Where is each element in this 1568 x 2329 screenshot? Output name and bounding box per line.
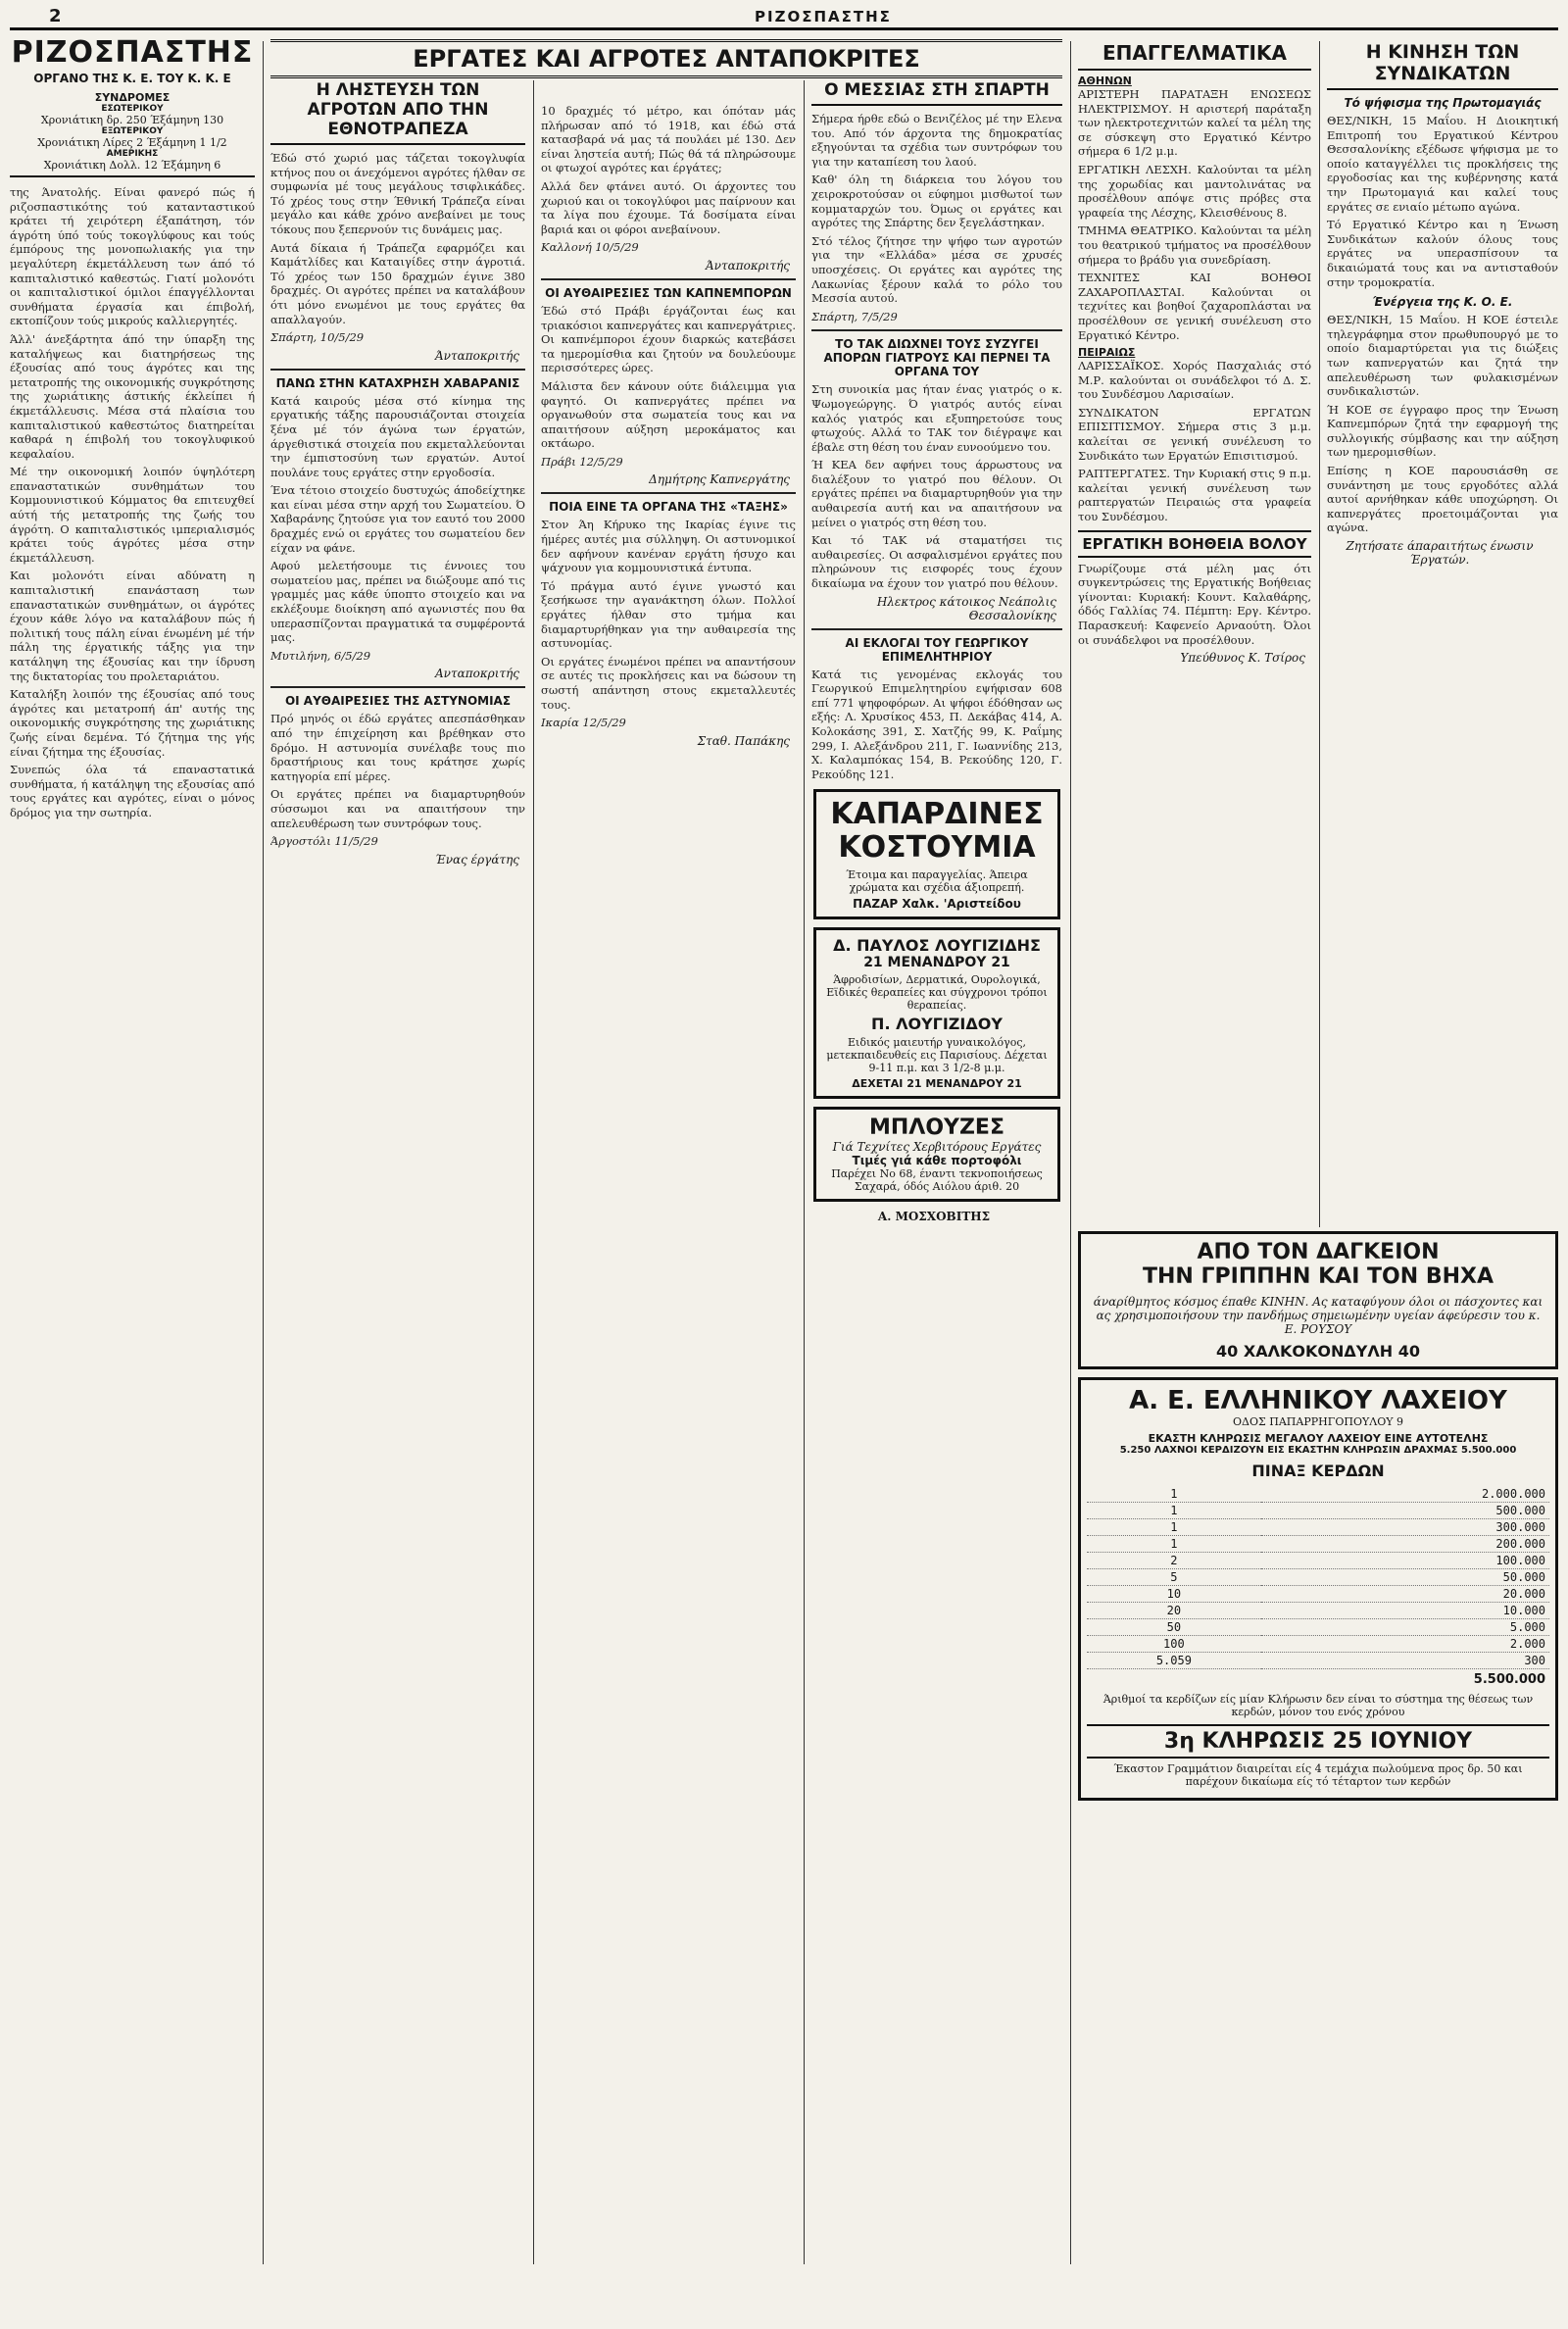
ad-overcoats xyxy=(813,789,1060,919)
headline-professional: ΕΠΑΓΓΕΛΜΑΤΙΚΑ xyxy=(1078,41,1311,71)
divider xyxy=(811,628,1062,630)
subscription-america-price: Χρονιάτικη Δολλ. 12 Έξάμηνη 6 xyxy=(43,159,221,172)
paragraph: ΤΜΗΜΑ ΘΕΑΤΡΙΚΟ. Καλούνται τα μέλη του θεατρικού τμήματος να προσέλθουν σήμερα το βράδυ για συνεδρίαση. xyxy=(1078,223,1311,267)
prize-row xyxy=(1087,1653,1549,1669)
dateline: Καλλονή 10/5/29 xyxy=(541,240,639,255)
dateline: Σπάρτη, 10/5/29 xyxy=(270,330,365,345)
prize-row xyxy=(1087,1603,1549,1619)
ad-overcoats-text: Έτοιμα και παραγγελίας. Άπειρα χρώματα και σχέδια άξιοπρεπή. xyxy=(846,868,1028,895)
divider xyxy=(541,278,796,280)
prize-qty: 10 xyxy=(1087,1586,1261,1603)
ad-lottery-note: Άριθμοί τα κερδίζων είς μίαν Κλήρωσιν δεν είναι το σύστημα της θέσεως των κερδών, μόνον του ενός χρόνου xyxy=(1102,1693,1534,1718)
prize-qty: 20 xyxy=(1087,1603,1261,1619)
ad-doctor-text: Άφροδισίων, Δερματικά, Ουρολογικά, Εϊδικές θεραπείες και σύγχρονοι τρόποι θεραπείας. xyxy=(826,973,1048,1013)
prize-amount: 300.000 xyxy=(1261,1519,1549,1536)
ad-blouses-line2: Τιμές γιά κάθε πορτοφόλι xyxy=(852,1154,1022,1168)
ad-lottery-address: ΟΔΟΣ ΠΑΠΑΡΡΗΓΟΠΟΥΛΟΥ 9 xyxy=(1233,1415,1403,1428)
column-6 xyxy=(1327,41,1558,1217)
paragraph: ΕΡΓΑΤΙΚΗ ΛΕΣΧΗ. Καλούνται τα μέλη της χορωδίας και μαντολινάτας να προσέλθουν απόψε στις πρόβες στα γραφεία της Λέσχης, Κλεισθένους 8. xyxy=(1078,162,1311,220)
ad-doctor-name: Δ. ΠΑΥΛΟΣ ΛΟΥΓΙΖΙΔΗΣ xyxy=(833,936,1041,956)
article-heading: ΟΙ ΑΥΘΑΙΡΕΣΙΕΣ ΤΗΣ ΑΣΤΥΝΟΜΙΑΣ xyxy=(284,694,512,709)
dateline: Άργοστόλι 11/5/29 xyxy=(270,834,378,849)
paragraph: Σήμερα ήρθε εδώ ο Βενιζέλος μέ την Ελενα του. Από τόν άρχοντα της δημοκρατίας εξηγούνται τα σχέδια των συντρόφων του για την καταπίεση του λαού. xyxy=(811,112,1062,169)
column-divider xyxy=(1319,41,1320,1227)
paragraph: Στό τέλος ζήτησε την ψήφο των αγροτών για την «Ελλάδα» μέσα σε χρυσές υποσχέσεις. Οι εργάτες και αγρότες της Λακωνίας ξέρουν καλά το ρόλο του Μεσσία αυτού. xyxy=(811,233,1062,306)
prize-row xyxy=(1087,1536,1549,1553)
ad-blouses-line1: Γιά Τεχνίτες Χερβιτόρους Εργάτες xyxy=(832,1140,1042,1155)
prize-amount: 5.000 xyxy=(1261,1619,1549,1636)
prize-amount: 10.000 xyxy=(1261,1603,1549,1619)
headline-ethnotrapeza: Η ΛΗΣΤΕΥΣΗ ΤΩΝ ΑΓΡΟΤΩΝ ΑΠΟ ΤΗΝ ΕΘΝΟΤΡΑΠΕΖΑ xyxy=(270,80,525,145)
top-bar xyxy=(10,6,1558,30)
paragraph: Στον Άη Κήρυκο της Ικαρίας έγινε τις ήμέρες αυτές μια σύλληψη. Οι αστυνομικοί δεν αφήνουν κανέναν εργάτη ήσυχο και ψάχνουν για κομμουνιστικά έντυπα. xyxy=(541,518,796,575)
masthead xyxy=(10,35,255,177)
prize-qty: 100 xyxy=(1087,1636,1261,1653)
prize-row xyxy=(1087,1553,1549,1569)
signature: Δημήτρης Καπνεργάτης xyxy=(649,472,790,487)
prize-qty: 5 xyxy=(1087,1569,1261,1586)
prize-qty: 50 xyxy=(1087,1619,1261,1636)
dateline: Μυτιλήνη, 6/5/29 xyxy=(270,648,371,663)
ad-signature: Α. ΜΟΣΧΟΒΙΤΗΣ xyxy=(877,1210,991,1224)
column-4 xyxy=(811,80,1062,2305)
ad-lottery-prizes-title: ΠΙΝΑΞ ΚΕΡΔΩΝ xyxy=(1251,1462,1385,1480)
prize-row xyxy=(1087,1619,1549,1636)
paragraph: Κατά τις γενομένας εκλογάς του Γεωργικού Επιμελητηρίου εψήφισαν 608 επί 771 ψηφοφόρων. Αι ψήφοι έδόθησαν ως εξής: Λ. Χρυσίκος 453, Π. Δεκάβας 414, Α. Κολοκάσης 391, Σ. Χατζής 99, Κ. Ραΐμης 299, Ι. Αλεξάνδρου 211, Γ. Ιωαννίδης 213, Χ. Καλαμπόκας 154, Β. Ρεκούδης 120, Γ. Ρεκούδης 121. xyxy=(811,667,1062,781)
paragraph: Άλλ' άνεξάρτητα άπό την ύπαρξη της καταλήψεως και διατηρήσεως της έξουσίας από τους άγρότες και της μετατροπής της οικονομικής συγκρότησης της χωριάτικης άστικής έκλείπει ή έκμετάλλευσις. Μέσα στά πλαίσια του καπιταλιστικού καθεστώτος διατηρείται καθαρά η έπιβολή του τοκογλυφικού κεφαλαίου. xyxy=(10,331,255,461)
paragraph: Ή ΚΟΕ σε έγγραφο προς την Ένωση Καπνεμπόρων ζητά την εφαρμογή της συλλογικής σύμβασης και την αύξηση των ημερομισθίων. xyxy=(1327,402,1558,460)
ad-blouses-line3: Παρέχει Νο 68, έναντι τεκνοποιήσεως Σαχαρά, όδός Αιόλου άριθ. 20 xyxy=(831,1167,1043,1194)
signature: Σταθ. Παπάκης xyxy=(697,733,790,748)
paragraph: ΤΕΧΝΙΤΕΣ ΚΑΙ ΒΟΗΘΟΙ ΖΑΧΑΡΟΠΛΑΣΤΑΙ. Καλούνται οι τεχνίτες και βοηθοί ζαχαροπλάσται να προσέλθουν σε γενική συνέλευση στο Εργατικό Κέντρο. xyxy=(1078,271,1311,342)
paragraph: Επίσης η ΚΟΕ παρουσιάσθη σε συνάντηση με τους εργοδότες αλλά αυτοί αρνήθηκαν κάθε υποχώρηση. Οι καπνεργάτες προετοιμάζονται για αγώνα. xyxy=(1327,464,1558,535)
article-heading: ΤΟ ΤΑΚ ΔΙΩΧΝΕΙ ΤΟΥΣ ΣΥΖΥΓΕΙ ΑΠΟΡΩΝ ΓΙΑΤΡΟΥΣ ΚΑΙ ΠΕΡΝΕΙ ΤΑ ΟΡΓΑΝΑ ΤΟΥ xyxy=(823,337,1051,379)
ad-doctor-name-2: Π. ΛΟΥΓΙΖΙΔΟΥ xyxy=(871,1015,1003,1034)
prize-table xyxy=(1087,1486,1549,1669)
ad-grippe-line2: ΤΗΝ ΓΡΙΠΠΗΝ ΚΑΙ ΤΟΝ ΒΗΧΑ xyxy=(1143,1264,1494,1289)
prize-row xyxy=(1087,1519,1549,1536)
divider xyxy=(270,369,525,371)
prize-row xyxy=(1087,1486,1549,1503)
subscriptions-title: ΣΥΝΔΡΟΜΕΣ xyxy=(94,91,171,104)
banner-title: ΕΡΓΑΤΕΣ ΚΑΙ ΑΓΡΟΤΕΣ ΑΝΤΑΠΟΚΡΙΤΕΣ xyxy=(413,45,920,73)
dateline: Σπάρτη, 7/5/29 xyxy=(811,309,898,323)
column-divider xyxy=(804,80,805,2264)
subscription-exterior-label: ΕΞΩΤΕΡΙΚΟΥ xyxy=(101,126,164,136)
signature: Ζητήσατε άπαραιτήτως ένωσιν Έργατών. xyxy=(1346,539,1534,568)
ad-blouses-title: ΜΠΛΟΥΖΕΣ xyxy=(869,1115,1004,1141)
running-title: ΡΙΖΟΣΠΑΣΤΗΣ xyxy=(755,8,892,25)
volos-box-title: ΕΡΓΑΤΙΚΗ ΒΟΗΘΕΙΑ ΒΟΛΟΥ xyxy=(1078,530,1311,558)
paragraph: Ή ΚΕΑ δεν αφήνει τους άρρωστους να διαλέξουν το γιατρό που θέλουν. Οι εργάτες πρέπει να διαμαρτυρηθούν για την αυθαιρεσία αυτή και να απαιτήσουν να μείνει ο γιατρός στη θέση του. xyxy=(811,458,1062,529)
ad-lottery-title: Α. Ε. ΕΛΛΗΝΙΚΟΥ ΛΑΧΕΙΟΥ xyxy=(1129,1386,1507,1415)
paragraph: Μάλιστα δεν κάνουν ούτε διάλειμμα για φαγητό. Οι καπνεργάτες πρέπει να οργανωθούν στα σωματεία τους και να απαιτήσουν αύξηση μεροκάματος και οκτάωρο. xyxy=(541,378,796,451)
ad-grippe-line1: ΑΠΟ ΤΟΝ ΔΑΓΚΕΙΟΝ xyxy=(1197,1240,1440,1264)
ad-blouses xyxy=(813,1107,1060,1202)
prize-amount: 300 xyxy=(1261,1653,1549,1669)
prize-row xyxy=(1087,1503,1549,1519)
ads-area xyxy=(1078,1231,1558,2264)
signature: Ηλεκτρος κάτοικος Νεάπολις Θεσσαλονίκης xyxy=(876,594,1056,622)
paragraph: Έδώ στό Πράβι έργάζονται έως και τριακόσιοι καπνεργάτες και καπνεργάτριες. Οι καπνέμποροι έχουν διαρκώς κατεβάσει τα ημερομίσθια και ζητούν να δουλεύουμε περισσότερες ώρες. xyxy=(541,303,796,375)
column-3 xyxy=(541,104,796,2329)
prize-amount: 500.000 xyxy=(1261,1503,1549,1519)
paragraph: Κατά καιρούς μέσα στό κίνημα της εργατικής τάξης παρουσιάζονται στοιχεία ξένα μέ τόν άγώνα των έργατών, άργεθιστικά στοιχεία που εκμεταλλεύονται την έμπιστοσύνη των εργατών. Αυτοί πουλάνε τους εργάτες στην εργοδοσία. xyxy=(270,393,525,479)
paragraph: Καταλήξη λοιπόν της έξουσίας από τους άγρότες και μετατροπή άπ' αυτής της οικονομικής συγκρότησης της χωριάτικης ζωής είναι δεμένα. Τό ζήτημα της γής είναι ζήτημα της έξουσίας. xyxy=(10,687,255,759)
ad-doctor-text-2: Ειδικός μαιευτήρ γυναικολόγος, μετεκπαιδευθείς εις Παρισίους. Δέχεται 9-11 π.μ. και 3 1/2-8 μ.μ. xyxy=(826,1036,1048,1075)
article-heading: ΠΟΙΑ ΕΙΝΕ ΤΑ ΟΡΓΑΝΑ ΤΗΣ «ΤΑΞΗΣ» xyxy=(549,500,788,515)
paragraph: ΑΡΙΣΤΕΡΗ ΠΑΡΑΤΑΞΗ ΕΝΩΣΕΩΣ ΗΛΕΚΤΡΙΣΜΟΥ. Η αριστερή παράταξη των ηλεκτροτεχνιτών καλεί τα μέλη της σε σύσκεψη στο Εργατικό Κέντρο σήμερα 6 1/2 μ.μ. xyxy=(1078,87,1311,159)
headline-messias: Ο ΜΕΣΣΙΑΣ ΣΤΗ ΣΠΑΡΤΗ xyxy=(811,80,1062,106)
paragraph: Γνωρίζουμε στά μέλη μας ότι συγκεντρώσεις της Εργατικής Βοήθειας γίνονται: Κυριακή: Κουντ. Καλαθάρης, όδός Γαλλίας 74. Πέμπτη: Εργ. Κέντρο. Παρασκευή: Καφενείο Αρναούτη. Όλοι οι συνάδελφοι να προσέλθουν. xyxy=(1078,561,1311,647)
paragraph: Οι εργάτες ένωμένοι πρέπει να απαντήσουν σε αυτές τις προκλήσεις και να δώσουν τη σωστή απάντηση στους εκμεταλλευτές τους. xyxy=(541,654,796,712)
prize-row xyxy=(1087,1569,1549,1586)
paragraph: ΛΑΡΙΣΣΑΪΚΟΣ. Χορός Πασχαλιάς στό Μ.Ρ. καλούνται οι συνάδελφοι τό Δ. Σ. του Συνδέσμου Λαρισαίων. xyxy=(1078,359,1311,402)
ad-lottery-draw-note: Έκαστον Γραμμάτιον διαιρείται είς 4 τεμάχια πωλούμενα προς δρ. 50 και παρέχουν δικαίωμα είς τό τέταρτον των κερδών xyxy=(1113,1762,1523,1788)
prize-qty: 2 xyxy=(1087,1553,1261,1569)
ad-lottery-draw-date: 3η ΚΛΗΡΩΣΙΣ 25 ΙΟΥΝΙΟΥ xyxy=(1087,1724,1549,1759)
paragraph: ΣΥΝΔΙΚΑΤΟΝ ΕΡΓΑΤΩΝ ΕΠΙΣΙΤΙΣΜΟΥ. Σήμερα στις 3 μ.μ. καλείται σε γενική συνέλευση το Συνδικάτο των Εργατών Επισιτισμού. xyxy=(1078,405,1311,463)
ad-grippe xyxy=(1078,1231,1558,1369)
signature: Υπεύθυνος Κ. Τσίρος xyxy=(1180,651,1305,666)
dateline: Πράβι 12/5/29 xyxy=(541,454,623,469)
prize-amount: 200.000 xyxy=(1261,1536,1549,1553)
article-heading: Τό ψήφισμα της Πρωτομαγιάς xyxy=(1344,96,1542,110)
paragraph: Στη συνοικία μας ήταν ένας γιατρός ο κ. Ψωμογεώργης. Ό γιατρός αυτός είναι καλός γιατρός και εξυπηρετούσε τους φτωχούς. Αλλά το ΤΑΚ τον διέγραψε και έβαλε στη θέση του έναν ευνοούμενο του. xyxy=(811,382,1062,454)
ad-overcoats-title: ΚΑΠΑΡΔΙΝΕΣ ΚΟΣΤΟΥΜΙΑ xyxy=(830,797,1044,866)
prize-amount: 100.000 xyxy=(1261,1553,1549,1569)
prize-amount: 2.000 xyxy=(1261,1636,1549,1653)
paragraph: Οι εργάτες πρέπει να διαμαρτυρηθούν σύσσωμοι και να απαιτήσουν την απελευθέρωση των συντρόφων τους. xyxy=(270,787,525,830)
prize-total: 5.500.000 xyxy=(1473,1672,1545,1687)
ad-doctor xyxy=(813,927,1060,1099)
paragraph: Έδώ στό χωριό μας τάζεται τοκογλυφία κτήνος που οι άνεχόμενοι αγρότες ήλθαν σε συμφωνία μέ τους μεγάλους τσιφλικάδες. Τό χρέος τους στην Έθνική Τράπεζα είναι μεγάλο και κάθε χρόνο ανεβαίνει με τους τόκους που ξεπερνούν τις δυνάμεις μας. xyxy=(270,151,525,236)
prize-row xyxy=(1087,1636,1549,1653)
divider xyxy=(811,329,1062,331)
column-1-article xyxy=(10,185,255,820)
ad-lottery-line2: 5.250 ΛΑΧΝΟΙ ΚΕΡΔΙΖΟΥΝ ΕΙΣ ΕΚΑΣΤΗΝ ΚΛΗΡΩΣΙΝ ΔΡΑΧΜΑΣ 5.500.000 xyxy=(1119,1445,1517,1456)
section-piraeus: ΠΕΙΡΑΙΩΣ xyxy=(1078,346,1136,360)
prize-qty: 1 xyxy=(1087,1536,1261,1553)
signature: Άνταποκριτής xyxy=(435,348,519,363)
paragraph: ΡΑΠΤΕΡΓΑΤΕΣ. Την Κυριακή στις 9 π.μ. καλείται γενική συνέλευση των ραπτεργατών Πειραιώς στα γραφεία του Συνδέσμου. xyxy=(1078,467,1311,524)
subscription-exterior-price: Χρονιάτικη Λίρες 2 Έξάμηνη 1 1/2 xyxy=(37,136,227,149)
paragraph: Αφού μελετήσουμε τις έννοιες του σωματείου μας, πρέπει να διώξουμε από τις γραμμές μας κάθε ύποπτο στοιχείο και να εκλέξουμε διοίκηση από αγωνιστές που θα υπερασπίζονται πραγματικά τα συμφέροντά μας. xyxy=(270,559,525,645)
paragraph: ΘΕΣ/ΝΙΚΗ, 15 Μαΐου. Η Διοικητική Επιτροπή του Εργατικού Κέντρου Θεσσαλονίκης εξέδωσε ψήφισμα με το οποίο καταγγέλλει τις προκλήσεις της εργοδοσίας και της κυβέρνησης κατά την Πρωτομαγιά και καλεί τους εργάτες σε ενιαίο μέτωπο αγώνα. xyxy=(1327,114,1558,214)
paragraph: Τό πράγμα αυτό έγινε γνωστό και ξεσήκωσε την αγανάκτηση όλων. Πολλοί εργάτες ήλθαν στο τμήμα και διαμαρτυρήθηκαν για την αυθαιρεσία της αστυνομίας. xyxy=(541,578,796,651)
prize-amount: 2.000.000 xyxy=(1261,1486,1549,1503)
prize-qty: 5.059 xyxy=(1087,1653,1261,1669)
ad-lottery xyxy=(1078,1377,1558,1801)
signature: Ανταποκριτής xyxy=(435,667,519,681)
prize-qty: 1 xyxy=(1087,1503,1261,1519)
masthead-title: ΡΙΖΟΣΠΑΣΤΗΣ xyxy=(11,35,254,70)
ad-grippe-text: άναρίθμητος κόσμος έπαθε ΚΙΝΗΝ. Ας καταφύγουν όλοι οι πάσχοντες και ας χρησιμοποιήσουν την πανδήμως σημειωμένην υγείαν άφεύρεσιν του κ. Ε. ΡΟΥΣΟΥ xyxy=(1093,1295,1544,1336)
column-1 xyxy=(10,35,255,2260)
article-heading: ΟΙ ΑΥΘΑΙΡΕΣΙΕΣ ΤΩΝ ΚΑΠΝΕΜΠΟΡΩΝ xyxy=(545,285,792,300)
divider xyxy=(270,686,525,688)
subscription-america-label: ΑΜΕΡΙΚΗΣ xyxy=(106,149,159,159)
column-divider xyxy=(1070,41,1071,2264)
prize-qty: 1 xyxy=(1087,1486,1261,1503)
banner xyxy=(270,39,1062,78)
signature: Ένας έργάτης xyxy=(434,852,519,867)
newspaper-page xyxy=(10,6,1558,2268)
headline-syndicates: Η ΚΙΝΗΣΗ ΤΩΝ ΣΥΝΔΙΚΑΤΩΝ xyxy=(1327,41,1558,90)
prize-amount: 50.000 xyxy=(1261,1569,1549,1586)
article-heading: ΑΙ ΕΚΛΟΓΑΙ ΤΟΥ ΓΕΩΡΓΙΚΟΥ ΕΠΙΜΕΛΗΤΗΡΙΟΥ xyxy=(845,635,1029,664)
ad-lottery-line: ΕΚΑΣΤΗ ΚΛΗΡΩΣΙΣ ΜΕΓΑΛΟΥ ΛΑΧΕΙΟΥ ΕΙΝΕ ΑΥΤΟΤΕΛΗΣ xyxy=(1148,1432,1489,1445)
page-number: 2 xyxy=(49,6,62,26)
subscription-interior-label: ΕΣΩΤΕΡΙΚΟΥ xyxy=(101,104,164,114)
paragraph: Συνεπώς όλα τά επαναστατικά συνθήματα, ή κατάληψη της εξουσίας από τους εργάτες και αγρότες, είναι ο μόνος δρόμος για την σωτηρία. xyxy=(10,763,255,819)
prize-row xyxy=(1087,1586,1549,1603)
article-heading: ΠΑΝΩ ΣΤΗΝ ΚΑΤΑΧΡΗΣΗ ΧΑΒΑΡΑΝΙΣ xyxy=(275,375,520,390)
paragraph: Αλλά δεν φτάνει αυτό. Οι άρχοντες του χωριού και οι τοκογλύφοι μας παίρνουν και τα λίγα που έχουμε. Τά δοσίματα είναι βαριά και οι φόροι ανεβαίνουν. xyxy=(541,178,796,236)
column-divider xyxy=(533,80,534,2264)
ad-overcoats-shop: ΠΑΖΑΡ Χαλκ. 'Αριστείδου xyxy=(853,897,1021,912)
ad-doctor-address: 21 ΜΕΝΑΝΔΡΟΥ 21 xyxy=(863,955,1010,971)
paragraph: 10 δραχμές τό μέτρο, και όπόταν μάς πλήρωσαν από τό 1918, και έδώ στά κατασβαρά νά μας τά πουλάει μέ 130. Δεν είναι ληστεία αυτή; Πώς θά τά πληρώσουμε οι φτωχοί αγρότες και έργάτες; xyxy=(541,104,796,175)
dateline: Ικαρία 12/5/29 xyxy=(541,716,626,730)
paragraph: Ένα τέτοιο στοιχείο δυστυχώς άποδείχτηκε και είναι μέσα στην αρχή του Σωματείου. Ό Χαβαράνης ζητούσε για τον εαυτό του 2000 δραχμές ενώ οι εργάτες του σωματείου δεν είχαν να φάνε. xyxy=(270,483,525,555)
paragraph: της Άνατολής. Είναι φανερό πώς ή ριζοσπαστικότης τού κατανταστικού κράτει τή χειρότερη έξαπάτηση, τόν άγρότη ύπό τούς τοκογλύφους και τούς έμπόρους της μονοπωλιακής για την μεγαλύτερη έκμετάλλευση των άπό τό καπιταλιστικό καθεστώς. Γιατί μολονότι οι καπιταλιστικοί όμιλοι έπαγγέλλονται συνθήματα έργασία και έπιβολή, εκτοπίζουν τούς μικρούς καλλιεργητές. xyxy=(10,185,255,328)
prize-qty: 1 xyxy=(1087,1519,1261,1536)
paragraph: Και τό ΤΑΚ νά σταματήσει τις αυθαιρεσίες. Οι ασφαλισμένοι εργάτες που πληρώνουν τις εισφορές τους έχουν δικαίωμα να έχουν τον γιατρό που θέλουν. xyxy=(811,533,1062,591)
column-2 xyxy=(270,80,525,2305)
column-divider xyxy=(263,41,264,2264)
divider xyxy=(541,492,796,494)
column-5 xyxy=(1078,41,1311,1217)
section-athens: ΑΘΗΝΩΝ xyxy=(1078,74,1132,87)
subscription-interior-price: Χρονιάτικη δρ. 250 Έξάμηνη 130 xyxy=(40,114,224,126)
ad-doctor-hours: ΔΕΧΕΤΑΙ 21 ΜΕΝΑΝΔΡΟΥ 21 xyxy=(852,1077,1022,1091)
paragraph: Πρό μηνός οι έδώ εργάτες απεσπάσθηκαν από την έπιχείρηση και βρέθηκαν στο δρόμο. Η αστυνομία συνέλαβε τους πιο δραστήριους και τους κράτησε χωρίς κατηγορία επί μέρες. xyxy=(270,712,525,783)
paragraph: Και μολονότι είναι αδύνατη η καπιταλιστική επανάσταση των επαναστατικών συνθημάτων, οι άγρότες έχουν κάθε λόγο να καταλάβουν πώς ή πολιτική τους πάλη είναι ένωμένη μέ τήν πάλη της έργατικής τάξης για την κατάληψη της έξουσίας και την ίδρυση της δικτατορίας του προλεταριάτου. xyxy=(10,569,255,683)
ad-grippe-address: 40 ΧΑΛΚΟΚΟΝΔΥΛΗ 40 xyxy=(1216,1342,1420,1361)
signature: Άνταποκριτής xyxy=(706,258,790,273)
paragraph: Τό Εργατικό Κέντρο και η Ένωση Συνδικάτων καλούν όλους τους εργάτες να υπερασπίσουν τα δικαιώματά τους και να αντισταθούν στην τρομοκρατία. xyxy=(1327,218,1558,289)
paragraph: Αυτά δίκαια ή Τράπεζα εφαρμόζει και Καμάτλίδες και Καταιγίδες στην άγροτιά. Τό χρέος των 150 δραχμών έγινε 380 δραχμές. Οι αγρότες πρέπει να καταλάβουν ότι μόνο ενωμένοι με τους εργάτες θα απαλλαγούν. xyxy=(270,240,525,326)
article-heading: Ένέργεια της Κ. Ο. Ε. xyxy=(1372,295,1513,310)
paragraph: ΘΕΣ/ΝΙΚΗ, 15 Μαΐου. Η ΚΟΕ έστειλε τηλεγράφημα στον πρωθυπουργό με το οποίο διαμαρτύρεται για τις διώξεις των καπνεργατών και ζητά την απελευθέρωση των φυλακισμένων συνδικαλιστών. xyxy=(1327,313,1558,399)
paragraph: Μέ την οικονομική λοιπόν ύψηλότερη επαναστατικών συνθημάτων του Κομμουνιστικού Κόμματος θα επιτευχθεί αύτή τής μετατροπής της ζωής του άγρότη. Ο καπιταλιστικός ιμπεριαλισμός κράτει τούς άγρότες μέσα στην έκμετάλλευση. xyxy=(10,465,255,565)
prize-amount: 20.000 xyxy=(1261,1586,1549,1603)
masthead-subtitle: ΟΡΓΑΝΟ ΤΗΣ Κ. Ε. ΤΟΥ Κ. Κ. Ε xyxy=(33,72,231,85)
paragraph: Καθ' όλη τη διάρκεια του λόγου του χειροκροτούσαν οι εύφημοι μισθωτοί των κομματαρχών του. Όμως οι εργάτες και αγρότες της Σπάρτης δεν ξεγελάστηκαν. xyxy=(811,173,1062,230)
